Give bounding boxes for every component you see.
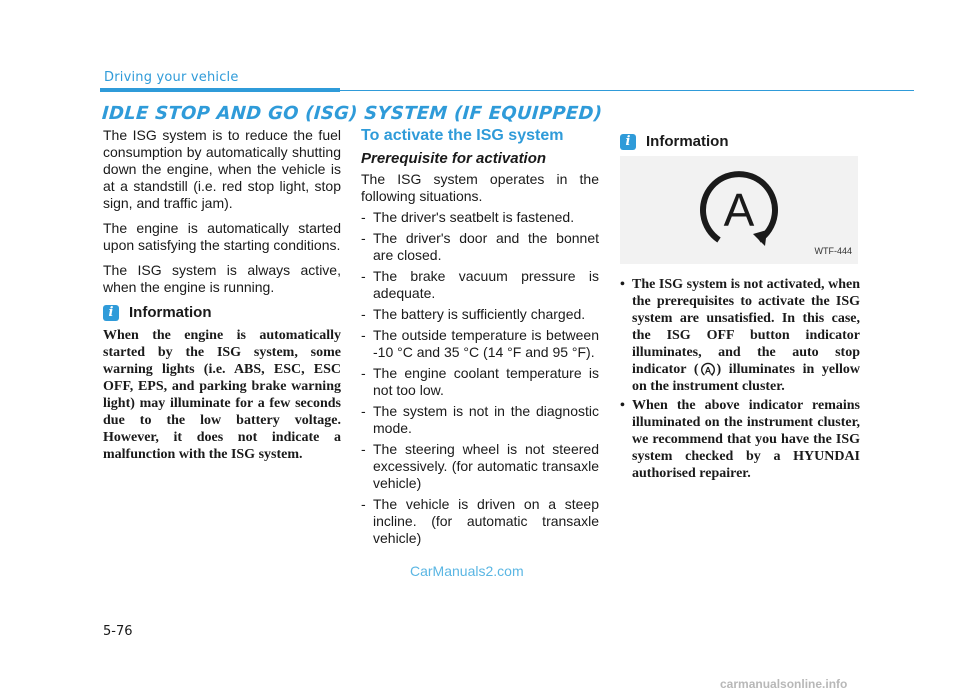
list-item: - The battery is sufficiently charged. (361, 306, 599, 323)
list-item: - The steering wheel is not steered excessively. (for automatic transaxle vehicle) (361, 441, 599, 492)
intro-paragraph: The ISG system is to reduce the fuel consumption by automatically shutting down the engine, when the vehicle is at a standstill (i.e. red stop light, stop sign, and traffic jam). (103, 127, 341, 211)
info-label: Information (646, 133, 729, 150)
auto-stop-icon (693, 168, 785, 252)
prerequisite-heading: Prerequisite for activation (361, 150, 547, 167)
list-item: - The vehicle is driven on a steep incline. (for automatic transaxle vehicle) (361, 496, 599, 547)
header-rule-thin (340, 90, 914, 91)
column-left (103, 127, 341, 471)
list-item: - The brake vacuum pressure is adequate. (361, 268, 599, 302)
header-rule-thick (100, 88, 340, 92)
auto-stop-figure (620, 156, 858, 264)
info-icon: i (620, 134, 636, 150)
auto-stop-inline-icon (700, 362, 716, 378)
section-tab: Driving your vehicle (104, 70, 239, 85)
watermark[interactable]: CarManuals2.com (410, 563, 524, 579)
info-icon: i (103, 305, 119, 321)
list-item: • The ISG system is not activated, when the prerequisites to activate the ISG system are unsatisfied. In this case, the ISG OFF button indicator illuminates, and the auto stop indicator ( A ) illuminates in yellow on the instrument cluster. (620, 276, 860, 395)
list-item: - The outside temperature is between -10 °C and 35 °C (14 °F and 95 °F). (361, 327, 599, 361)
prerequisite-list (361, 209, 599, 547)
prerequisite-intro: The ISG system operates in the following situations. (361, 171, 599, 204)
list-item: - The engine coolant temperature is not too low. (361, 365, 599, 399)
page-number: 5-76 (103, 624, 133, 639)
column-right (620, 127, 860, 484)
page-title: IDLE STOP AND GO (ISG) SYSTEM (IF EQUIPPED) (101, 103, 603, 124)
activate-heading: To activate the ISG system (361, 127, 564, 144)
active-paragraph: The ISG system is always active, when the engine is running. (103, 262, 341, 295)
watermark-bottom[interactable]: carmanualsonline.info (720, 677, 848, 691)
list-item: - The system is not in the diagnostic mode. (361, 403, 599, 437)
start-paragraph: The engine is automatically started upon satisfying the starting conditions. (103, 220, 341, 253)
info-bullets (620, 276, 860, 482)
list-item: • When the above indicator remains illuminated on the instrument cluster, we recommend that you have the ISG system checked by a HYUNDAI authorised repairer. (620, 397, 860, 482)
info-text: When the engine is automatically started by the ISG system, some warning lights (i.e. ABS, ESC, ESC OFF, EPS, and parking brake warning light) may illuminate for a few seconds due to the low battery voltage. However, it does not indicate a malfunction with the ISG system. (103, 328, 341, 462)
column-middle (361, 127, 599, 551)
svg-text:A: A (723, 184, 755, 236)
info-heading (620, 133, 860, 150)
figure-code: WTF-444 (814, 246, 852, 256)
list-item: - The driver's door and the bonnet are closed. (361, 230, 599, 264)
svg-text:A: A (704, 365, 711, 376)
info-heading (103, 304, 341, 321)
list-item: - The driver's seatbelt is fastened. (361, 209, 599, 226)
info-label: Information (129, 304, 212, 321)
